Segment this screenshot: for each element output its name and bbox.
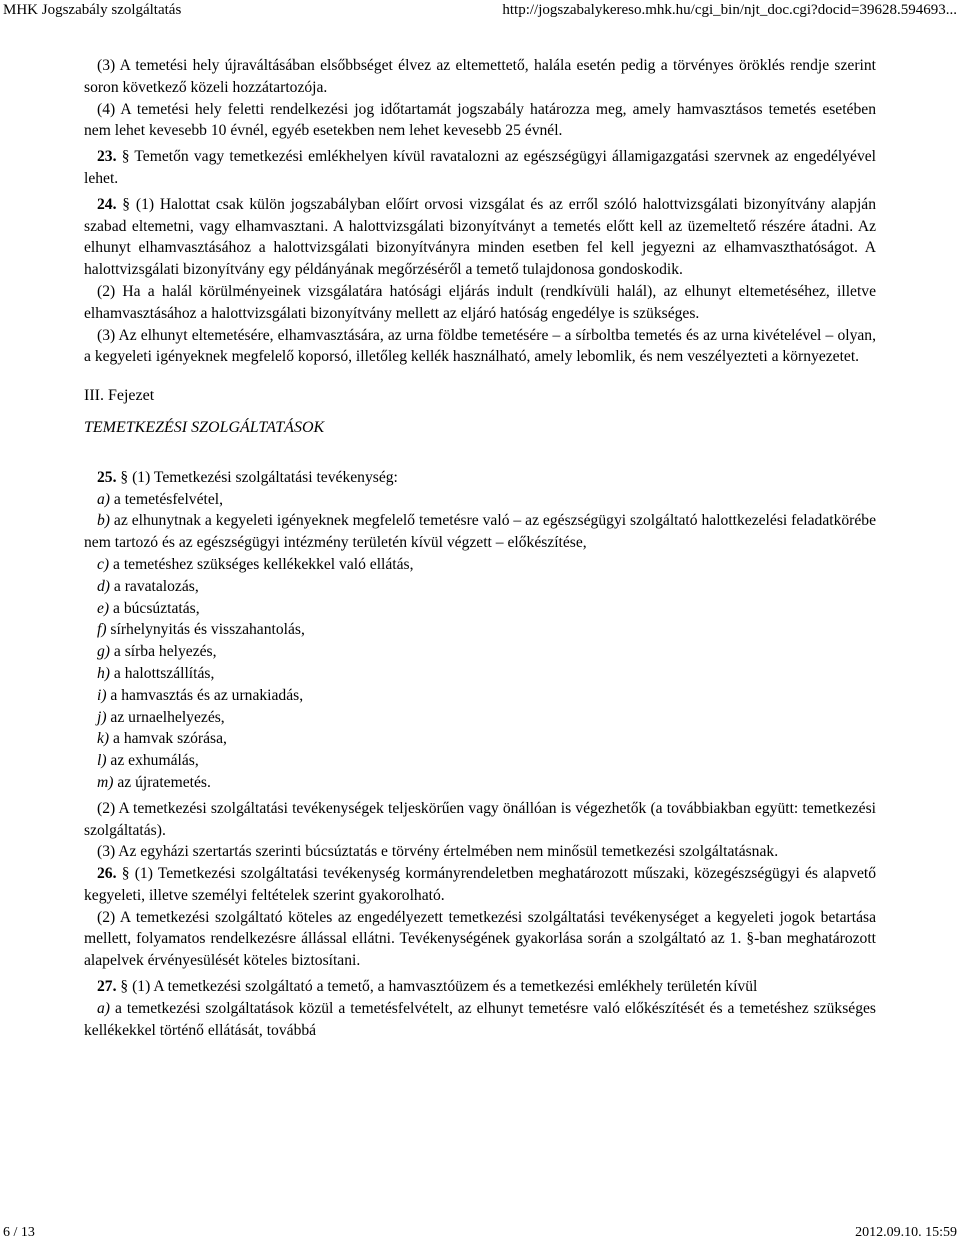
header-url: http://jogszabalykereso.mhk.hu/cgi_bin/njt_doc.cgi?docid=39628.594693... <box>502 2 957 18</box>
item-text: a temetéshez szükséges kellékekkel való ellátás, <box>109 555 414 573</box>
section-number: 24. <box>97 195 117 213</box>
document-body <box>84 55 876 1041</box>
section-number: 23. <box>97 148 117 166</box>
paragraph-25-3: (3) Az egyházi szertartás szerinti búcsúztatás e törvény értelmében nem minősül temetkezési szolgáltatásnak. <box>97 843 779 861</box>
paragraph-11-3: (3) A temetési hely újraváltásában elsőbbséget élvez az eltemettető, halála esetén pedig a törvényes öröklés rendje szerint soron következő közeli hozzátartozója. <box>84 57 876 96</box>
paragraph-24-2: (2) Ha a halál körülményeinek vizsgálatára hatósági eljárás indult (rendkívüli halál), az elhunyt eltemetéséhez, illetve elhamvasztásához a halottvizsgálati bizonyítvány mellett az eljáró hatóság engedélye is szükséges. <box>84 282 876 322</box>
chapter-number: III. Fejezet <box>84 387 155 405</box>
list-item <box>84 685 876 707</box>
item-letter: j) <box>97 708 107 726</box>
list-item <box>84 663 876 685</box>
section-27 <box>84 976 876 998</box>
list-item <box>84 489 876 511</box>
list-item <box>84 772 876 794</box>
list-item <box>84 554 876 576</box>
item-text: a halottszállítás, <box>110 664 215 682</box>
list-item <box>84 728 876 750</box>
section-24 <box>84 194 876 281</box>
item-letter: d) <box>97 577 110 595</box>
item-letter: b) <box>97 512 110 530</box>
item-letter: e) <box>97 599 110 617</box>
item-text: a hamvasztás és az urnakiadás, <box>106 686 304 704</box>
item-letter: m) <box>97 773 114 791</box>
list-item <box>84 619 876 641</box>
item-text: a búcsúztatás, <box>109 599 200 617</box>
section-number: 25. <box>97 468 117 486</box>
item-text: sírhelynyitás és visszahantolás, <box>106 621 305 639</box>
list-item <box>84 576 876 598</box>
section-25 <box>84 467 876 489</box>
section-23 <box>84 146 876 190</box>
section-number: 27. <box>97 978 117 996</box>
page-number: 6 / 13 <box>3 1225 35 1240</box>
section-text: § (1) Halottat csak külön jogszabályban előírt orvosi vizsgálat és az erről szóló halottvizsgálati bizonyítvány alapján szabad eltemetni, vagy elhamvasztani. A halottvizsgálati bizonyítványt a temetés előtt kell az üzemeltető részére átadni. Az elhunyt elhamvasztásához a halottvizsgálati bizonyítványra minden esetben fel kell jegyezni az elhamvaszthatóságot. A halottvizsgálati bizonyítvány egy példányának megőrzéséről a temető tulajdonosa gondoskodik. <box>84 195 876 279</box>
item-letter: h) <box>97 664 110 682</box>
page-header <box>0 0 960 22</box>
list-item <box>84 641 876 663</box>
item-letter: l) <box>97 752 107 770</box>
item-text: a temetésfelvétel, <box>110 490 223 508</box>
item-text: a sírba helyezés, <box>110 643 217 661</box>
section-26 <box>84 863 876 907</box>
item-letter: g) <box>97 643 110 661</box>
item-text: a hamvak szórása, <box>109 730 227 748</box>
item-letter: f) <box>97 621 107 639</box>
list-item <box>84 707 876 729</box>
page-footer <box>0 1225 960 1241</box>
list-item <box>84 598 876 620</box>
section-25-list <box>84 489 876 794</box>
item-letter: k) <box>97 730 110 748</box>
item-text: a ravatalozás, <box>110 577 199 595</box>
section-text: § Temetőn vagy temetkezési emlékhelyen kívül ravatalozni az egészségügyi államigazgatási szervnek az engedélyével lehet. <box>84 148 876 187</box>
chapter-title: TEMETKEZÉSI SZOLGÁLTATÁSOK <box>84 418 325 436</box>
section-number: 26. <box>97 865 117 883</box>
header-source-title: MHK Jogszabály szolgáltatás <box>3 2 182 18</box>
item-text: a temetkezési szolgáltatások közül a temetésfelvételt, az elhunyt temetésre való előkészítését és a temetéshez szükséges kellékekkel történő ellátását, továbbá <box>84 999 876 1039</box>
section-text: § (1) Temetkezési szolgáltatási tevékenység kormányrendeletben meghatározott műszaki, közegészségügyi és alapvető kegyeleti, illetve személyi feltételek szerint gyakorolható. <box>84 865 876 904</box>
section-text: § (1) Temetkezési szolgáltatási tevékenység: <box>120 468 398 486</box>
item-letter: c) <box>97 555 110 573</box>
paragraph-24-3: (3) Az elhunyt eltemetésére, elhamvasztására, az urna földbe temetésére – a sírboltba temetés és az urna kivételével – olyan, a kegyeleti igényeknek megfelelő koporsó, illetőleg kellék használható, amely lebomlik, és nem veszélyezteti a környezetet. <box>84 326 876 366</box>
item-letter: a) <box>97 999 110 1017</box>
paragraph-26-2: (2) A temetkezési szolgáltató köteles az engedélyezett temetkezési szolgáltatási tevékenységet a kegyeleti jogok betartása mellett, folyamatos rendelkezésre állással ellátni. Tevékenységének gyakorlása során a szolgáltató az 1. §-ban meghatározott alapelvek érvényesülését köteles biztosítani. <box>84 908 876 970</box>
paragraph-11-4: (4) A temetési hely feletti rendelkezési jog időtartamát jogszabály határozza meg, amely hamvasztásos temetés esetében nem lehet kevesebb 10 évnél, egyéb esetekben nem lehet kevesebb 25 évnél. <box>84 100 876 140</box>
item-letter: i) <box>97 686 107 704</box>
print-date: 2012.09.10. 15:59 <box>855 1225 957 1240</box>
list-item <box>84 750 876 772</box>
item-text: az urnaelhelyezés, <box>106 708 225 726</box>
section-text: § (1) A temetkezési szolgáltató a temető, a hamvasztóüzem és a temetkezési emlékhely területén kívül <box>120 978 758 996</box>
item-text: az elhunytnak a kegyeleti igényeknek megfelelő temetésre való – az egészségügyi szolgáltató halottkezelési feladatkörébe nem tartozó és az egészségügyi intézmény területén kívül végzett – előkészítése, <box>84 512 876 552</box>
item-text: az exhumálás, <box>106 752 199 770</box>
paragraph-25-2: (2) A temetkezési szolgáltatási tevékenységek teljeskörűen vagy önállóan is végezhetők (a továbbiakban együtt: temetkezési szolgáltatás). <box>84 799 876 839</box>
list-item <box>84 998 876 1042</box>
item-text: az újratemetés. <box>113 773 211 791</box>
item-letter: a) <box>97 490 110 508</box>
list-item <box>84 510 876 554</box>
